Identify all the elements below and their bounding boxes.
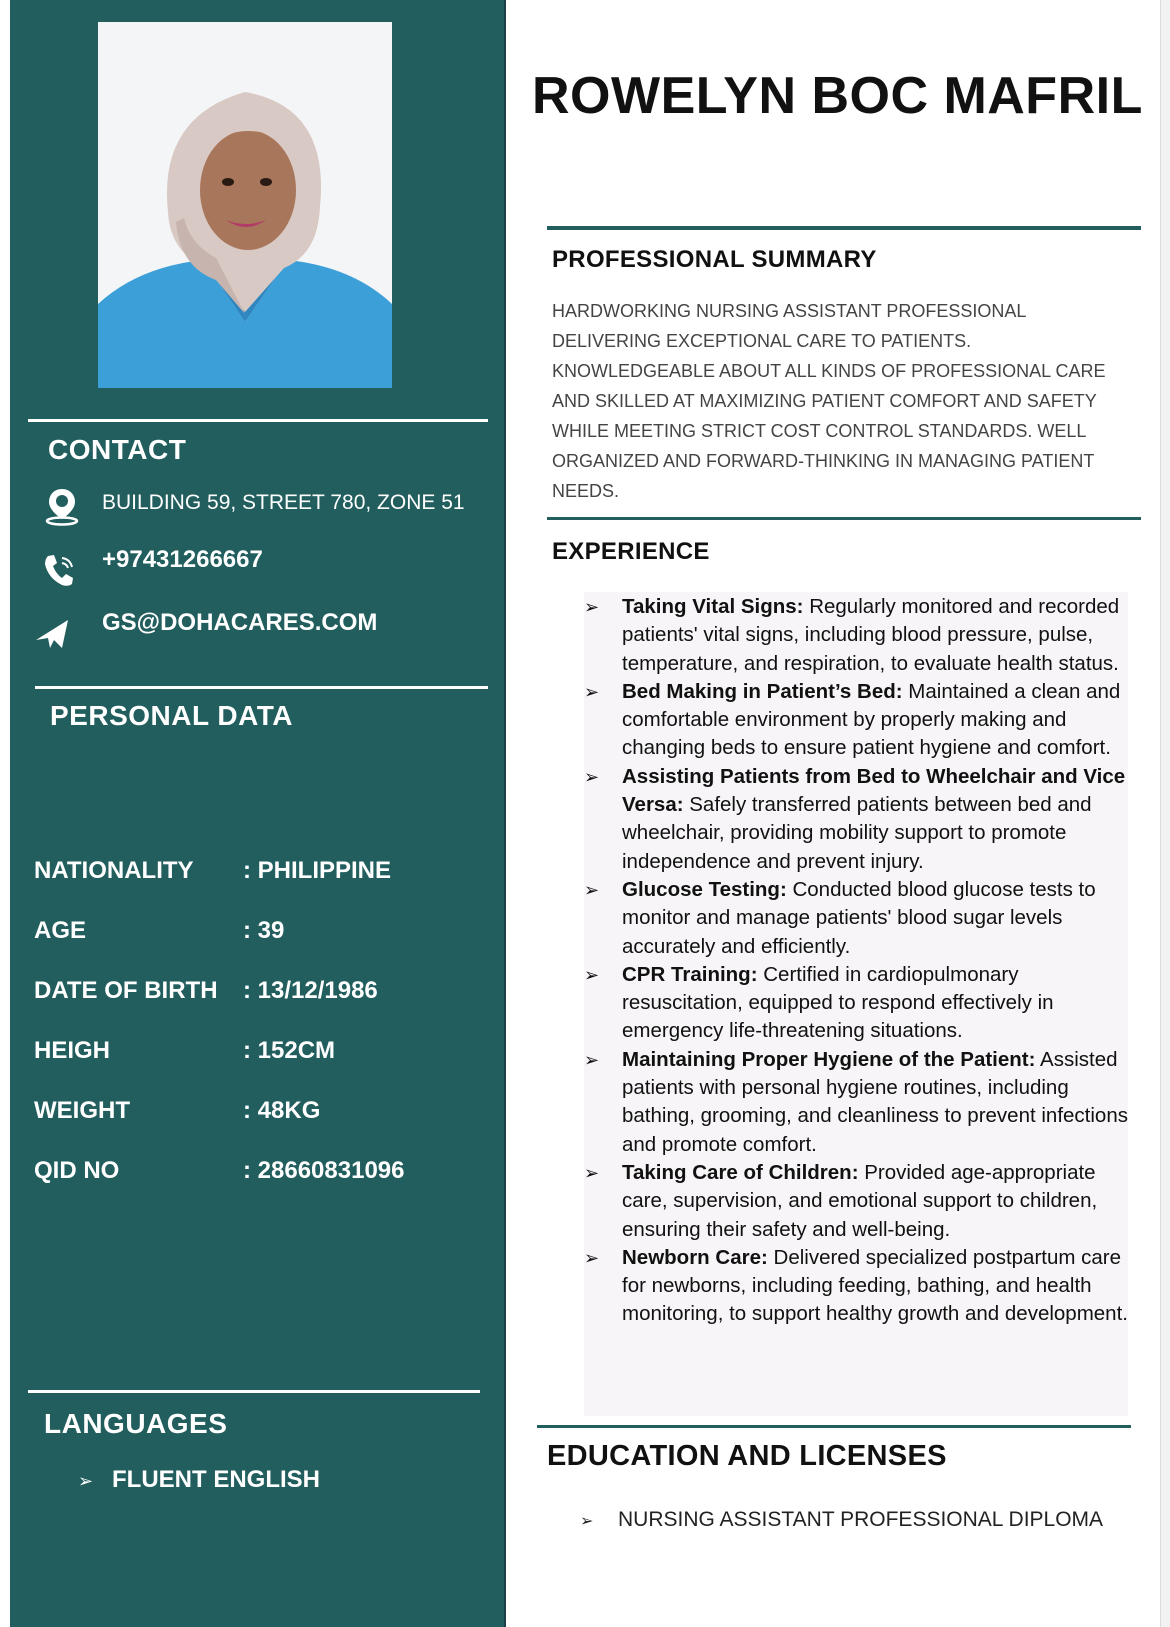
- arrow-bullet-icon: ➢: [580, 1513, 594, 1530]
- experience-item: [584, 763, 1128, 876]
- languages-rule: [28, 1390, 480, 1393]
- language-item: [78, 1466, 320, 1494]
- arrow-bullet-icon: ➢: [78, 1471, 94, 1491]
- weight-value: : 48KG: [243, 1097, 321, 1124]
- summary-text: HARDWORKING NURSING ASSISTANT PROFESSIONAL DELIVERING EXCEPTIONAL CARE TO PATIENTS. KNOWLEDGEABLE ABOUT ALL KINDS OF PROFESSIONAL CARE AND SKILLED AT MAXIMIZING PATIENT COMFORT AND SAFETY WHILE MEETING STRICT COST CONTROL STANDARDS. WELL ORGANIZED AND FORWARD-THINKING IN MANAGING PATIENT NEEDS.: [552, 301, 1106, 501]
- page-left-edge: [0, 0, 10, 1627]
- age-value: : 39: [243, 917, 285, 944]
- sidebar-divider: [504, 0, 506, 1627]
- portrait-photo-icon: [98, 22, 392, 388]
- experience-item-text: Assisted patients with personal hygiene routines, including bathing, grooming, and cleanliness to prevent infections and promote comfort.: [622, 1047, 1128, 1156]
- phone-icon: [40, 550, 80, 590]
- arrow-bullet-icon: ➢: [584, 964, 600, 985]
- languages-heading: LANGUAGES: [44, 1408, 228, 1439]
- education-heading: EDUCATION AND LICENSES: [547, 1440, 947, 1472]
- experience-item: [584, 961, 1128, 1046]
- experience-item-title: Bed Making in Patient’s Bed:: [622, 679, 903, 703]
- experience-item-title: Taking Care of Children:: [622, 1160, 859, 1184]
- arrow-bullet-icon: ➢: [584, 681, 600, 702]
- height-value: : 152CM: [243, 1037, 336, 1064]
- arrow-bullet-icon: ➢: [584, 1049, 600, 1070]
- experience-item-text: Delivered specialized postpartum care for newborns, including feeding, bathing, and health monitoring, to support healthy growth and development.: [622, 1245, 1128, 1326]
- send-icon: [32, 612, 72, 652]
- experience-item-title: Glucose Testing:: [622, 877, 787, 901]
- arrow-bullet-icon: ➢: [584, 1162, 600, 1183]
- weight-label: WEIGHT: [34, 1097, 130, 1124]
- personal-data-heading: PERSONAL DATA: [50, 700, 293, 731]
- height-label: HEIGH: [34, 1037, 111, 1064]
- location-pin-icon: [42, 486, 82, 526]
- experience-item: [584, 1159, 1128, 1244]
- experience-item: [584, 1244, 1128, 1329]
- education-item-label: NURSING ASSISTANT PROFESSIONAL DIPLOMA: [618, 1508, 1104, 1531]
- experience-item: [584, 593, 1128, 678]
- arrow-bullet-icon: ➢: [584, 766, 600, 787]
- language-label: FLUENT ENGLISH: [112, 1466, 320, 1493]
- experience-list: [584, 593, 1128, 1329]
- experience-item-title: CPR Training:: [622, 962, 758, 986]
- experience-item-title: Taking Vital Signs:: [622, 595, 804, 618]
- contact-phone[interactable]: +97431266667: [102, 546, 263, 573]
- experience-item-text: Certified in cardiopulmonary resuscitation, equipped to respond effectively in emergency life-threatening situations.: [622, 962, 1054, 1043]
- experience-item-text: Regularly monitored and recorded patients' vital signs, including blood pressure, pulse, temperature, and respiration, to evaluate health status.: [622, 595, 1120, 675]
- nationality-label: NATIONALITY: [34, 857, 194, 884]
- contact-address: BUILDING 59, STREET 780, ZONE 51: [102, 491, 465, 514]
- arrow-bullet-icon: ➢: [584, 1247, 600, 1268]
- contact-heading: CONTACT: [48, 434, 187, 465]
- education-item: [580, 1508, 1103, 1532]
- summary-heading: PROFESSIONAL SUMMARY: [552, 246, 877, 273]
- experience-item-title: Assisting Patients from Bed to Wheelchair and Vice Versa:: [622, 764, 1126, 817]
- experience-item-text: Conducted blood glucose tests to monitor and manage patients' blood sugar levels accurately and efficiently.: [622, 877, 1096, 958]
- contact-rule: [28, 419, 488, 422]
- date-of-birth-value: : 13/12/1986: [243, 977, 378, 1004]
- arrow-bullet-icon: ➢: [584, 597, 600, 617]
- age-label: AGE: [34, 917, 87, 944]
- experience-item: [584, 678, 1128, 763]
- experience-item: [584, 1046, 1128, 1159]
- arrow-bullet-icon: ➢: [584, 879, 600, 900]
- experience-item-text: Provided age-appropriate care, supervision, and emotional support to children, ensuring their safety and well-being.: [622, 1160, 1098, 1241]
- page-right-edge: [1160, 0, 1170, 1627]
- contact-email[interactable]: GS@DOHACARES.COM: [102, 609, 378, 636]
- experience-item-text: Safely transferred patients between bed and wheelchair, providing mobility support to promote independence and prevent injury.: [622, 793, 1092, 873]
- experience-rule: [547, 517, 1141, 520]
- experience-item-text: Maintained a clean and comfortable environment by properly making and changing beds to ensure patient hygiene and comfort.: [622, 679, 1121, 760]
- education-rule: [537, 1425, 1131, 1428]
- experience-heading: EXPERIENCE: [552, 538, 710, 565]
- summary-rule: [547, 226, 1141, 230]
- qid-no-label: QID NO: [34, 1157, 120, 1184]
- experience-item-title: Maintaining Proper Hygiene of the Patient:: [622, 1047, 1036, 1071]
- candidate-name: ROWELYN BOC MAFRIL: [532, 67, 1143, 125]
- personal-data-rule: [35, 686, 488, 689]
- qid-no-value: : 28660831096: [243, 1157, 405, 1184]
- profile-photo: [98, 22, 392, 388]
- experience-item: [584, 876, 1128, 961]
- date-of-birth-label: DATE OF BIRTH: [34, 977, 218, 1004]
- experience-item-title: Newborn Care:: [622, 1245, 768, 1269]
- nationality-value: : PHILIPPINE: [243, 857, 392, 884]
